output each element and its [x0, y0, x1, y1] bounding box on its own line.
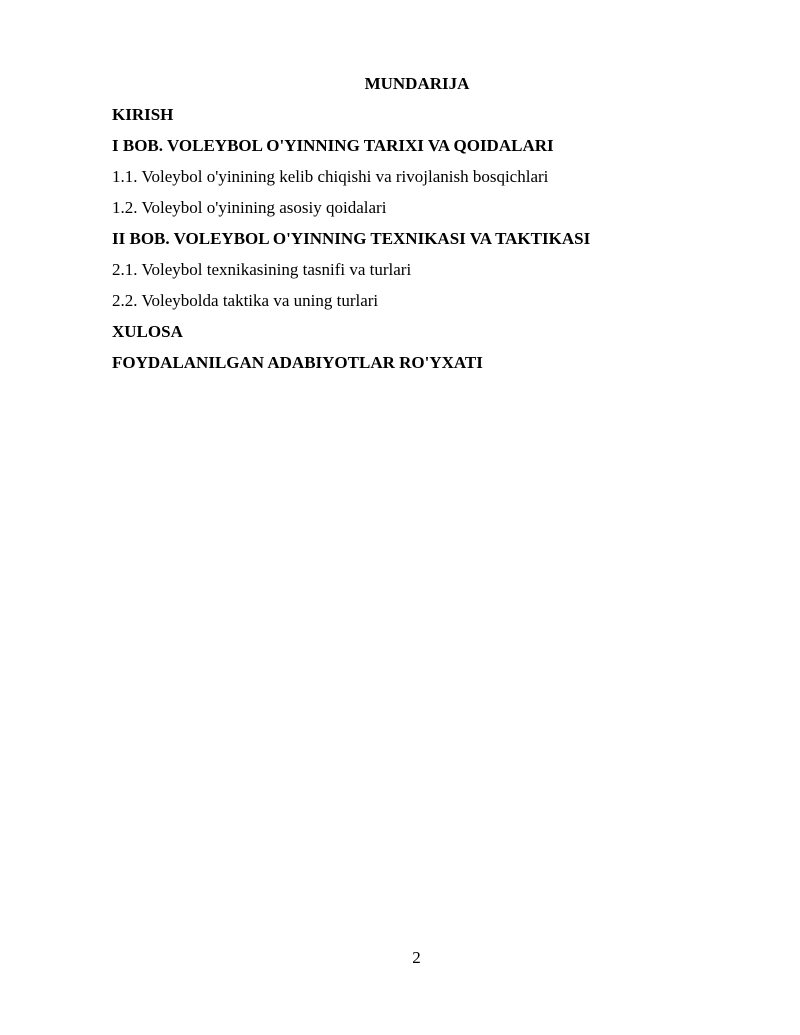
toc-entry-chapter-1: I BOB. VOLEYBOL O'YINNING TARIXI VA QOIDALARI [112, 136, 554, 155]
page-number: 2 [412, 948, 421, 967]
toc-title: MUNDARIJA [364, 74, 470, 93]
toc-entry-introduction: KIRISH [112, 105, 174, 124]
toc-entry-section-1-2: 1.2. Voleybol o'yinining asosiy qoidalari [112, 198, 387, 217]
toc-entry-section-1-1: 1.1. Voleybol o'yinining kelib chiqishi va rivojlanish bosqichlari [112, 167, 549, 186]
table-of-contents [112, 72, 722, 382]
toc-entry-bibliography: FOYDALANILGAN ADABIYOTLAR RO'YXATI [112, 353, 483, 372]
toc-entry-section-2-2: 2.2. Voleybolda taktika va uning turlari [112, 291, 379, 310]
toc-entry-chapter-2: II BOB. VOLEYBOL O'YINNING TEXNIKASI VA TAKTIKASI [112, 229, 591, 248]
toc-entry-section-2-1: 2.1. Voleybol texnikasining tasnifi va turlari [112, 260, 412, 279]
toc-entry-conclusion: XULOSA [112, 322, 183, 341]
